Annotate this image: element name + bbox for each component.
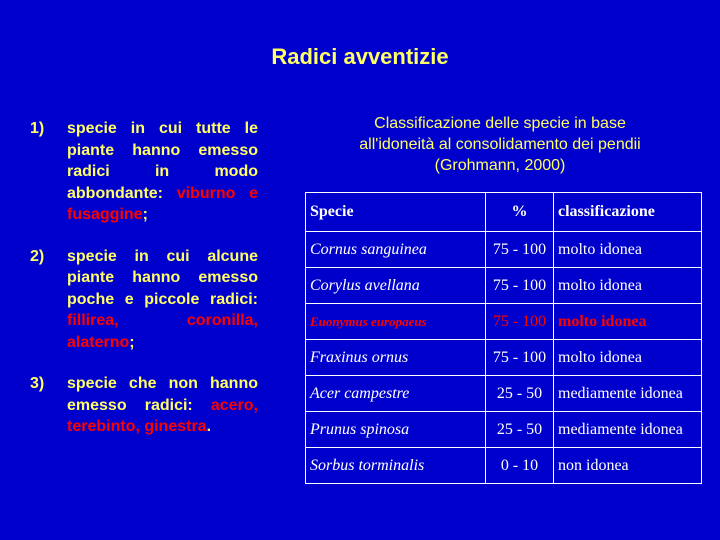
list-text: specie in cui alcune piante hanno emesso poche e piccole radici: fillirea, coronilla, alaterno; (67, 247, 258, 351)
list-number: 1) (30, 120, 45, 137)
list-text: specie in cui tutte le piante hanno emesso radici in modo abbondante: viburno e fusaggine; (67, 120, 258, 223)
list-number: 2) (30, 247, 45, 265)
column-header-percent: % (486, 193, 554, 232)
list-number: 3) (30, 375, 45, 392)
list-item (30, 373, 258, 438)
species-cell: Cornus sanguinea (306, 232, 486, 268)
highlighted-species: viburno e fusaggine (67, 184, 258, 223)
highlighted-species: fillirea, coronilla, alaterno (67, 312, 258, 351)
table-row (306, 412, 702, 448)
species-cell: Euonymus europaeus (306, 304, 486, 340)
classification-table (305, 192, 702, 484)
species-cell: Prunus spinosa (306, 412, 486, 448)
percent-cell: 75 - 100 (486, 232, 554, 268)
caption-line: Classificazione delle specie in base (374, 115, 626, 132)
table-caption (300, 113, 700, 176)
slide-title: Radici avventizie (271, 44, 449, 69)
caption-line: all'idoneità al consolidamento dei pendii (359, 136, 641, 153)
percent-cell: 25 - 50 (486, 376, 554, 412)
percent-cell: 75 - 100 (486, 268, 554, 304)
classification-cell: molto idonea (554, 304, 702, 340)
table-row (306, 376, 702, 412)
species-cell: Fraxinus ornus (306, 340, 486, 376)
species-cell: Acer campestre (306, 376, 486, 412)
list-item (30, 246, 258, 354)
percent-cell: 0 - 10 (486, 448, 554, 484)
percent-cell: 25 - 50 (486, 412, 554, 448)
column-header-species: Specie (306, 193, 486, 232)
table-row (306, 232, 702, 268)
table-header-row (306, 193, 702, 232)
classification-cell: molto idonea (554, 232, 702, 268)
classification-cell: molto idonea (554, 340, 702, 376)
column-header-classification: classificazione (554, 193, 702, 232)
classification-cell: non idonea (554, 448, 702, 484)
list-text: specie che non hanno emesso radici: acero, terebinto, ginestra. (67, 375, 258, 435)
list-item (30, 118, 258, 226)
caption-line: (Grohmann, 2000) (434, 157, 566, 174)
percent-cell: 75 - 100 (486, 304, 554, 340)
highlighted-species: acero, terebinto, ginestra (67, 396, 258, 435)
table-row (306, 448, 702, 484)
species-cell: Corylus avellana (306, 268, 486, 304)
table-row-highlighted (306, 304, 702, 340)
species-cell: Sorbus torminalis (306, 448, 486, 484)
species-list (30, 118, 258, 458)
classification-cell: mediamente idonea (554, 412, 702, 448)
table-row (306, 268, 702, 304)
table-row (306, 340, 702, 376)
classification-cell: mediamente idonea (554, 376, 702, 412)
percent-cell: 75 - 100 (486, 340, 554, 376)
classification-cell: molto idonea (554, 268, 702, 304)
